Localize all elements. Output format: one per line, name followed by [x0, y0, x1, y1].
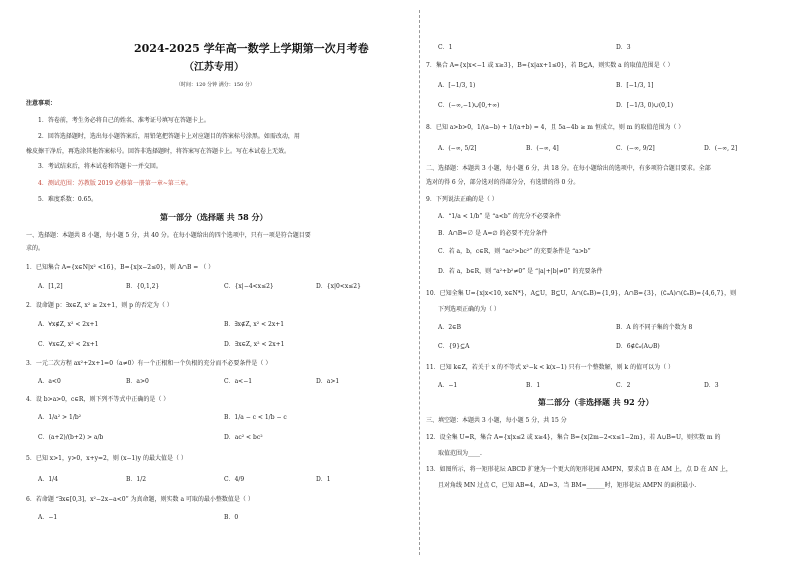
- q10-option-d[interactable]: D．6∉∁ᵤ(A∪B): [616, 343, 660, 350]
- note-4: 4．测试范围：苏教版 2019 必修第一册第一章~第三章。: [38, 180, 192, 187]
- question-13-cont: 且对角线 MN 过点 C，已知 AB=4，AD=3，当 BM=______时，矩形花坛 AMPN 的面积最小.: [438, 482, 697, 489]
- q9-option-c[interactable]: C．若 a，b，c∈R，则 “ac²>bc²” 的充要条件是 “a>b”: [438, 248, 591, 255]
- part1-intro: 一、选择题：本题共 8 小题，每小题 5 分，共 40 分。在每小题给出的四个选项中，只有一项是符合题目要: [26, 232, 311, 239]
- q9-option-d[interactable]: D．若 a，b∈R，则 “a²+b²≠0” 是 “|a|+|b|≠0” 的充要条件: [438, 268, 603, 275]
- q4-option-a[interactable]: A．1/a² > 1/b²: [38, 414, 82, 421]
- q6-option-b[interactable]: B．0: [224, 514, 239, 521]
- question-3: 3．一元二次方程 ax²+2x+1=0（a≠0）有一个正根和一个负根的充分而不必要条件是（ ）: [26, 360, 272, 367]
- exam-meta: （时间：120 分钟 满分：150 分）: [176, 82, 255, 88]
- part1-intro-cont: 求的。: [26, 245, 45, 252]
- question-9: 9．下列说法正确的是（ ）: [426, 196, 498, 203]
- q2-option-c[interactable]: C．∀x∈Z, x² < 2x+1: [38, 341, 99, 348]
- question-11: 11．已知 k∈Z，若关于 x 的不等式 x²−k < k(x−1) 只有一个整数解，则 k 的值可以为（ ）: [426, 364, 674, 371]
- q4-option-b[interactable]: B．1/a − c < 1/b − c: [224, 414, 287, 421]
- q4-option-d[interactable]: D．ac² < bc²: [224, 434, 263, 441]
- question-7: 7．集合 A={x|x<−1 或 x≥3}，B={x|ax+1≤0}，若 B⊆A，则实数 a 的取值范围是（ ）: [426, 62, 674, 69]
- q8-option-a[interactable]: A．(−∞, 5/2]: [438, 145, 477, 152]
- question-10: 10．已知全集 U={x|x<10, x∈N*}，A⊆U，B⊆U，A∩(∁ᵤB)={1,9}，A∩B={3}，(∁ᵤA)∩(∁ᵤB)={4,6,7}，则: [426, 290, 737, 297]
- q7-option-b[interactable]: B．[−1/3, 1]: [616, 82, 654, 89]
- q4-option-c[interactable]: C．(a+2)/(b+2) > a/b: [38, 434, 104, 441]
- q1-option-d[interactable]: D．{x|0<x≤2}: [316, 283, 361, 290]
- part2-intro-cont: 选对的得 6 分，部分选对的得部分分，有选错的得 0 分。: [426, 179, 580, 186]
- question-2: 2．设命题 p：∃x∈Z, x² ≥ 2x+1，则 p 的否定为（ ）: [26, 302, 173, 309]
- q7-option-d[interactable]: D．[−1/3, 0)∪(0,1): [616, 102, 674, 109]
- part3-intro: 三、填空题：本题共 3 小题，每小题 5 分，共 15 分: [426, 417, 567, 424]
- q3-option-b[interactable]: B．a>0: [126, 378, 149, 385]
- question-6: 6．若命题 “∃x∈[0,3]，x²−2x−a<0” 为真命题，则实数 a 可取的最小整数值是（ ）: [26, 496, 254, 503]
- note-2-cont: 橡皮擦干净后，再选涂其他答案标号。回答非选择题时，将答案写在答题卡上。写在本试卷上无效。: [26, 148, 291, 155]
- q11-option-a[interactable]: A．−1: [438, 382, 458, 389]
- q3-option-d[interactable]: D．a>1: [316, 378, 340, 385]
- question-10-cont: 下列选项正确的为（ ）: [438, 306, 500, 313]
- q3-option-a[interactable]: A．a<0: [38, 378, 61, 385]
- part1-heading: 第一部分（选择题 共 58 分）: [160, 212, 268, 222]
- q10-option-c[interactable]: C．{9}⊆A: [438, 343, 470, 350]
- q5-option-d[interactable]: D．1: [316, 476, 331, 483]
- q9-option-b[interactable]: B．A∩B=∅ 是 A=∅ 的必要不充分条件: [438, 230, 548, 237]
- q8-option-c[interactable]: C．(−∞, 9/2]: [616, 145, 655, 152]
- q5-option-b[interactable]: B．1/2: [126, 476, 147, 483]
- question-13: 13．如图所示，将一矩形花坛 ABCD 扩建为一个更大的矩形花园 AMPN，要求点 B 在 AM 上，点 D 在 AN 上，: [426, 466, 732, 473]
- q11-option-d[interactable]: D．3: [704, 382, 719, 389]
- q6-option-a[interactable]: A．−1: [38, 514, 58, 521]
- question-5: 5．已知 x>1，y>0，x+y=2，则 (x−1)y 的最大值是（ ）: [26, 455, 187, 462]
- part3-heading: 第二部分（非选择题 共 92 分）: [538, 397, 654, 407]
- q1-option-a[interactable]: A．[1,2]: [38, 283, 63, 290]
- note-2: 2．回答选择题时，选出每小题答案后，用铅笔把答题卡上对应题目的答案标号涂黑。如需改动，用: [38, 133, 300, 140]
- q2-option-a[interactable]: A．∀x∉Z, x² < 2x+1: [38, 321, 99, 328]
- q11-option-c[interactable]: C．2: [616, 382, 631, 389]
- q8-option-d[interactable]: D．(−∞, 2]: [704, 145, 738, 152]
- q10-option-b[interactable]: B．A 的不同子集的个数为 8: [616, 324, 693, 331]
- question-4: 4．设 b>a>0，c∈R，则下列不等式中正确的是（ ）: [26, 396, 170, 403]
- q3-option-c[interactable]: C．a<−1: [224, 378, 253, 385]
- note-1: 1．答卷前，考生务必将自己的姓名、准考证号填写在答题卡上。: [38, 117, 210, 124]
- q5-option-a[interactable]: A．1/4: [38, 476, 58, 483]
- question-12: 12．设全集 U=R，集合 A={x|x≤2 或 x≥4}，集合 B={x|2m−2<x≤1−2m}，若 A∪B=U，则实数 m 的: [426, 434, 721, 441]
- exam-subtitle: （江苏专用）: [184, 62, 244, 73]
- question-12-cont: 取值范围为____.: [438, 450, 482, 457]
- q2-option-b[interactable]: B．∃x∉Z, x² < 2x+1: [224, 321, 285, 328]
- column-divider: [419, 10, 420, 555]
- q8-option-b[interactable]: B．(−∞, 4]: [526, 145, 559, 152]
- part2-intro: 二、选择题：本题共 3 小题，每小题 6 分，共 18 分。在每小题给出的选项中，有多项符合题目要求。全部: [426, 165, 711, 172]
- q6-option-c[interactable]: C．1: [438, 44, 453, 51]
- note-3: 3．考试结束后，将本试卷和答题卡一并交回。: [38, 163, 162, 170]
- q1-option-c[interactable]: C．{x|−4<x≤2}: [224, 283, 274, 290]
- q7-option-a[interactable]: A．[−1/3, 1): [438, 82, 476, 89]
- q1-option-b[interactable]: B．{0,1,2}: [126, 283, 160, 290]
- q6-option-d[interactable]: D．3: [616, 44, 631, 51]
- q10-option-a[interactable]: A．2∈B: [438, 324, 462, 331]
- notes-heading: 注意事项：: [26, 100, 57, 107]
- question-8: 8．已知 a>b>0，1/(a−b) + 1/(a+b) = 4，且 5a−4b ≥ m 恒成立，则 m 的取值范围为（ ）: [426, 124, 685, 131]
- note-5: 5．难度系数：0.65。: [38, 196, 98, 203]
- exam-title: 2024-2025 学年高一数学上学期第一次月考卷: [134, 42, 369, 55]
- q5-option-c[interactable]: C．4/9: [224, 476, 245, 483]
- q11-option-b[interactable]: B．1: [526, 382, 541, 389]
- q7-option-c[interactable]: C．(−∞,−1)∪[0,+∞): [438, 102, 500, 109]
- q9-option-a[interactable]: A．“1/a < 1/b” 是 “a<b” 的充分不必要条件: [438, 213, 561, 220]
- question-1: 1．已知集合 A={x∈N|x² <16}，B={x|x−2≤0}，则 A∩B = （ ）: [26, 264, 215, 271]
- q2-option-d[interactable]: D．∃x∈Z, x² < 2x+1: [224, 341, 285, 348]
